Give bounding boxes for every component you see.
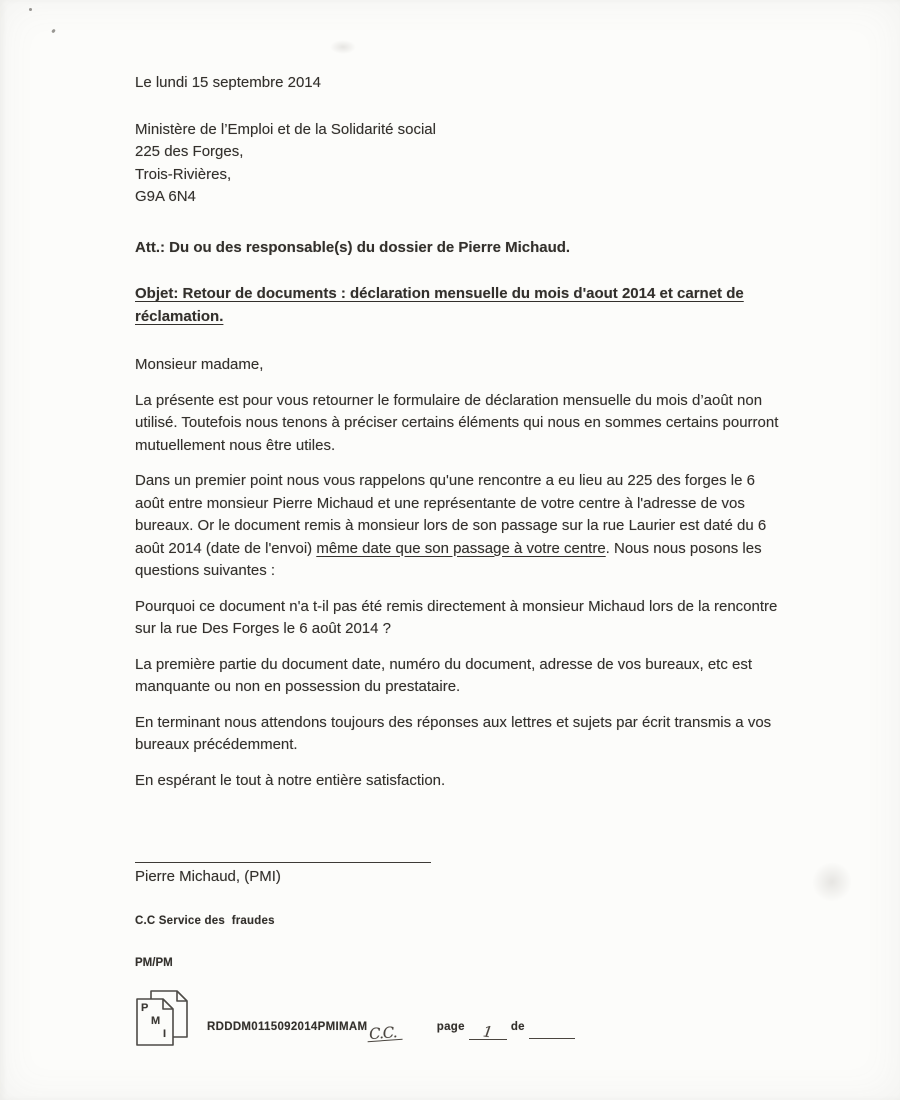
- date-line: Le lundi 15 septembre 2014: [135, 74, 321, 91]
- recipient-name: Ministère de l’Emploi et de la Solidarité social: [135, 120, 436, 138]
- handwritten-cc-annotation: C.C.: [367, 1025, 403, 1041]
- logo-letter-p: P: [141, 1001, 149, 1014]
- reference-line: [207, 1016, 579, 1047]
- recipient-postal-code: G9A 6N4: [135, 188, 196, 205]
- logo-letter-i: I: [163, 1027, 167, 1040]
- paragraph-3: Pourquoi ce document n'a t-il pas été remis directement à monsieur Michaud lors de la rencontre sur la rue Des Forges le 6 août 2014 ?: [135, 597, 778, 637]
- letter-body: [135, 72, 783, 1047]
- attention-line: Att.: Du ou des responsable(s) du dossier de Pierre Michaud.: [135, 238, 571, 256]
- paragraph-2-underlined-text: même date que son passage à votre centre: [316, 539, 606, 557]
- recipient-address-block: [135, 119, 783, 209]
- signature-rule: [135, 862, 431, 863]
- subject-line: Objet: Retour de documents : déclaration mensuelle du mois d'aout 2014 et carnet de réclamation.: [135, 285, 744, 325]
- scan-speck: [51, 29, 56, 34]
- scan-speck: [29, 8, 32, 11]
- footer-row: [135, 989, 783, 1047]
- page-number-blank: [469, 1021, 507, 1042]
- paragraph-4: La première partie du document date, numéro du document, adresse de vos bureaux, etc est manquante ou non en possession du prestataire.: [135, 655, 753, 695]
- paragraph-5: En terminant nous attendons toujours des réponses aux lettres et sujets par écrit transmis a vos bureaux précédemment.: [135, 713, 772, 753]
- total-pages-blank: [529, 1026, 575, 1039]
- scan-smudge: [330, 40, 356, 54]
- salutation: Monsieur madame,: [135, 356, 264, 373]
- signature-block: [135, 862, 783, 889]
- signatory-name: Pierre Michaud, (PMI): [135, 868, 281, 885]
- page-label: page: [436, 1021, 465, 1033]
- cc-service-line: C.C Service des fraudes: [135, 914, 275, 927]
- handwritten-page-number: 1: [481, 1021, 494, 1042]
- paragraph-1: La présente est pour vous retourner le formulaire de déclaration mensuelle du mois d’août non utilisé. Toutefois nous tenons à préciser certains éléments qui nous en sommes certains pourront mutuellement nous être utiles.: [135, 391, 779, 454]
- paragraph-2-text-end: . Nous nous posons les questions suivantes :: [135, 539, 762, 579]
- recipient-city: Trois-Rivières,: [135, 165, 232, 183]
- scan-smudge: [812, 862, 852, 902]
- paragraph-2: [135, 470, 783, 583]
- reference-code: RDDDM0115092014PMIMAM: [207, 1021, 368, 1033]
- typist-initials: PM/PM: [135, 957, 173, 969]
- paragraph-2-text: Dans un premier point nous vous rappelons qu'une rencontre a eu lieu au 225 des forges le 6 août entre monsieur Pierre Michaud et une représentante de votre centre à l'adresse de vos bureaux. Or le document remis à monsieur lors de son passage sur la rue Laurier est daté du 6 août 2014 (date de l'envoi): [135, 472, 767, 557]
- recipient-street: 225 des Forges,: [135, 143, 244, 160]
- logo-letter-m: M: [151, 1014, 161, 1027]
- pmi-documents-logo-icon: [135, 989, 193, 1047]
- paragraph-6: En espérant le tout à notre entière satisfaction.: [135, 771, 446, 789]
- de-label: de: [510, 1021, 525, 1033]
